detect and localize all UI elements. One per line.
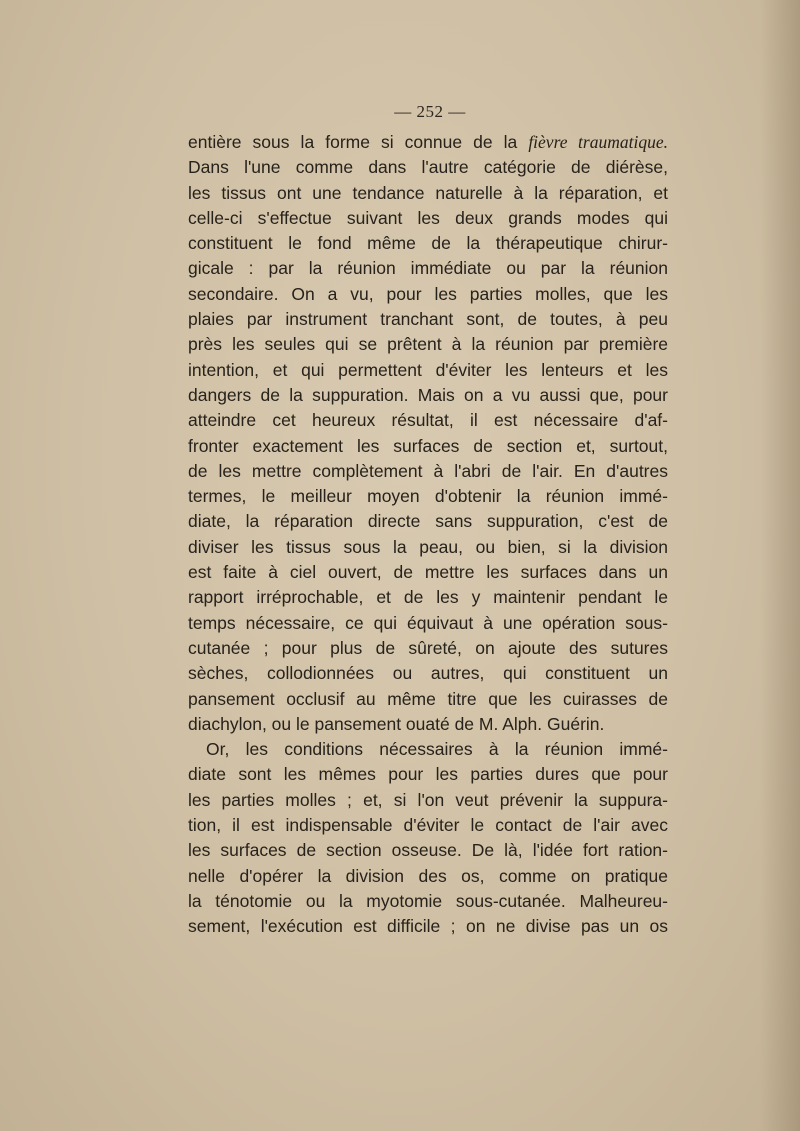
- text-line: près les seules qui se prêtent à la réunion par première: [188, 334, 668, 355]
- text-line: rapport irréprochable, et de les y maintenir pendant le: [188, 587, 668, 608]
- text-line: intention, et qui permettent d'éviter les lenteurs et les: [188, 359, 668, 380]
- text-line: diviser les tissus sous la peau, ou bien, si la division: [188, 536, 668, 557]
- text-line: sement, l'exécution est difficile ; on ne divise pas un os: [188, 916, 668, 937]
- text-line: [188, 130, 668, 155]
- text-line: atteindre cet heureux résultat, il est nécessaire d'af-: [188, 410, 668, 431]
- italic-term: fièvre traumatique.: [528, 132, 668, 152]
- text-line: Dans l'une comme dans l'autre catégorie de diérèse,: [188, 157, 668, 178]
- text-line-prefix: entière sous la forme si connue de la: [188, 132, 518, 152]
- body-text: [188, 130, 668, 940]
- text-line: fronter exactement les surfaces de section et, surtout,: [188, 435, 668, 456]
- text-line: pansement occlusif au même titre que les cuirasses de: [188, 688, 668, 709]
- text-line: de les mettre complètement à l'abri de l'air. En d'autres: [188, 460, 668, 481]
- page-number: — 252 —: [394, 102, 466, 121]
- text-line: secondaire. On a vu, pour les parties molles, que les: [188, 283, 668, 304]
- text-line: est faite à ciel ouvert, de mettre les surfaces dans un: [188, 562, 668, 583]
- text-line: les tissus ont une tendance naturelle à la réparation, et: [188, 182, 668, 203]
- text-line: la ténotomie ou la myotomie sous-cutanée. Malheureu-: [188, 890, 668, 911]
- text-line: temps nécessaire, ce qui équivaut à une opération sous-: [188, 612, 668, 633]
- text-line: gicale : par la réunion immédiate ou par la réunion: [188, 258, 668, 279]
- text-line: plaies par instrument tranchant sont, de toutes, à peu: [188, 309, 668, 330]
- text-line: dangers de la suppuration. Mais on a vu aussi que, pour: [188, 384, 668, 405]
- text-line: nelle d'opérer la division des os, comme on pratique: [188, 865, 668, 886]
- text-line: diate sont les mêmes pour les parties dures que pour: [188, 764, 668, 785]
- text-line: diate, la réparation directe sans suppuration, c'est de: [188, 511, 668, 532]
- text-line: diachylon, ou le pansement ouaté de M. Alph. Guérin.: [188, 713, 605, 734]
- text-line: tion, il est indispensable d'éviter le contact de l'air avec: [188, 815, 668, 836]
- text-line: celle-ci s'effectue suivant les deux grands modes qui: [188, 207, 668, 228]
- paragraph-start-line: Or, les conditions nécessaires à la réunion immé-: [206, 739, 668, 760]
- text-line: constituent le fond même de la thérapeutique chirur-: [188, 233, 668, 254]
- text-line: cutanée ; pour plus de sûreté, on ajoute des sutures: [188, 637, 668, 658]
- text-line: termes, le meilleur moyen d'obtenir la réunion immé-: [188, 486, 668, 507]
- text-line: les parties molles ; et, si l'on veut prévenir la suppura-: [188, 789, 668, 810]
- page-edge-shadow: [760, 0, 800, 1131]
- text-line: les surfaces de section osseuse. De là, l'idée fort ration-: [188, 840, 668, 861]
- text-line: sèches, collodionnées ou autres, qui constituent un: [188, 663, 668, 684]
